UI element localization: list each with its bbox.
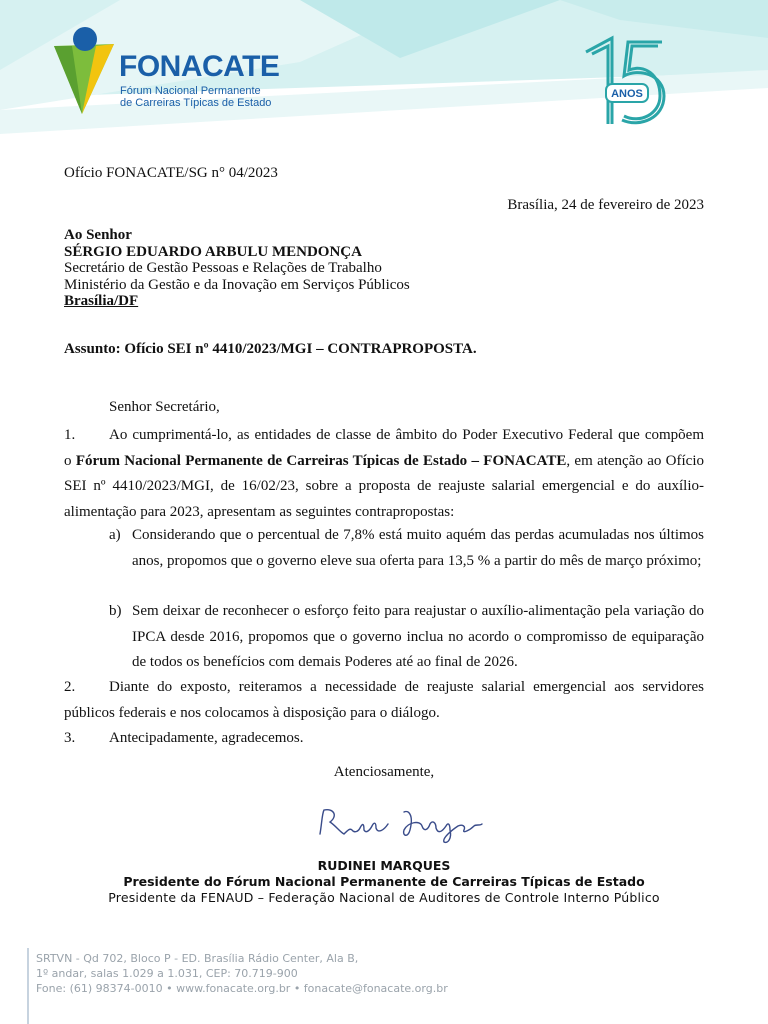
anniversary-15-anos-icon — [578, 32, 674, 132]
letter-greeting: Senhor Secretário, — [109, 399, 220, 415]
letter-subject: Assunto: Ofício SEI nº 4410/2023/MGI – CONTRAPROPOSTA. — [64, 341, 477, 357]
recipient-block — [64, 227, 410, 310]
letter-date: Brasília, 24 de fevereiro de 2023 — [507, 197, 704, 213]
fonacate-logo-icon — [52, 24, 116, 116]
anniversary-word: ANOS — [611, 88, 643, 100]
subitem-letter: a) — [109, 527, 121, 543]
handwritten-signature — [312, 800, 492, 848]
logo-name: FONACATE — [119, 50, 280, 83]
item-1-continuation: o Fórum Nacional Permanente de Carreiras Típicas de Estado – FONACATE, em atenção ao Ofício SEI nº 4410/2023/MGI, de 16/02/23, sobre a proposta de reajuste salarial emergencial e do auxílio-alimentação para 2023, apresentam as seguintes contrapropostas: — [64, 452, 704, 520]
recipient-ministry: Ministério da Gestão e da Inovação em Serviços Públicos — [64, 276, 410, 293]
footer-divider — [27, 948, 29, 1024]
recipient-salutation: Ao Senhor — [64, 227, 132, 243]
item-number: 2. — [64, 679, 76, 695]
item-number: 1. — [64, 427, 76, 443]
subitem-letter: b) — [109, 603, 122, 619]
subitem-a-text: Considerando que o percentual de 7,8% está muito aquém das perdas acumuladas nos últimos anos, propomos que o governo eleve sua oferta para 13,5 % a partir do mês de março próximo; — [132, 527, 704, 569]
item-1-first-line: Ao cumprimentá-lo, as entidades de classe de âmbito do Poder Executivo Federal que compõem — [109, 427, 704, 443]
recipient-city: Brasília/DF — [64, 293, 139, 309]
signatory-title-1: Presidente do Fórum Nacional Permanente de Carreiras Típicas de Estado — [123, 874, 645, 889]
item-3-text: Antecipadamente, agradecemos. — [109, 730, 304, 746]
recipient-role: Secretário de Gestão Pessoas e Relações de Trabalho — [64, 260, 382, 276]
item-number: 3. — [64, 730, 76, 746]
logo-subtitle: Fórum Nacional Permanente de Carreiras Típicas de Estado — [120, 85, 272, 109]
subitem-b-text: Sem deixar de reconhecer o esforço feito para reajustar o auxílio-alimentação pela variação do IPCA desde 2016, propomos que o governo inclua no acordo o compromisso de equiparação de todos os benefícios com demais Poderes até ao final de 2026. — [132, 603, 704, 670]
item-2-continuation: públicos federais e nos colocamos à disposição para o diálogo. — [64, 704, 440, 721]
footer-address-line-1: SRTVN - Qd 702, Bloco P - ED. Brasília Rádio Center, Ala B, — [36, 952, 359, 965]
item-2-first-line: Diante do exposto, reiteramos a necessidade de reajuste salarial emergencial aos servidores — [109, 679, 704, 695]
footer-contact: Fone: (61) 98374-0010 • www.fonacate.org.br • fonacate@fonacate.org.br — [36, 982, 448, 995]
footer-address-line-2: 1º andar, salas 1.029 a 1.031, CEP: 70.719-900 — [36, 967, 298, 980]
closing: Atenciosamente, — [333, 764, 435, 780]
signatory-name: RUDINEI MARQUES — [317, 858, 451, 873]
fonacate-name: Fórum Nacional Permanente de Carreiras Típicas de Estado – FONACATE — [75, 452, 567, 469]
office-reference: Ofício FONACATE/SG n° 04/2023 — [64, 165, 278, 181]
recipient-name: SÉRGIO EDUARDO ARBULU MENDONÇA — [64, 243, 362, 260]
signatory-title-2: Presidente da FENAUD – Federação Nacional de Auditores de Controle Interno Público — [108, 890, 660, 905]
